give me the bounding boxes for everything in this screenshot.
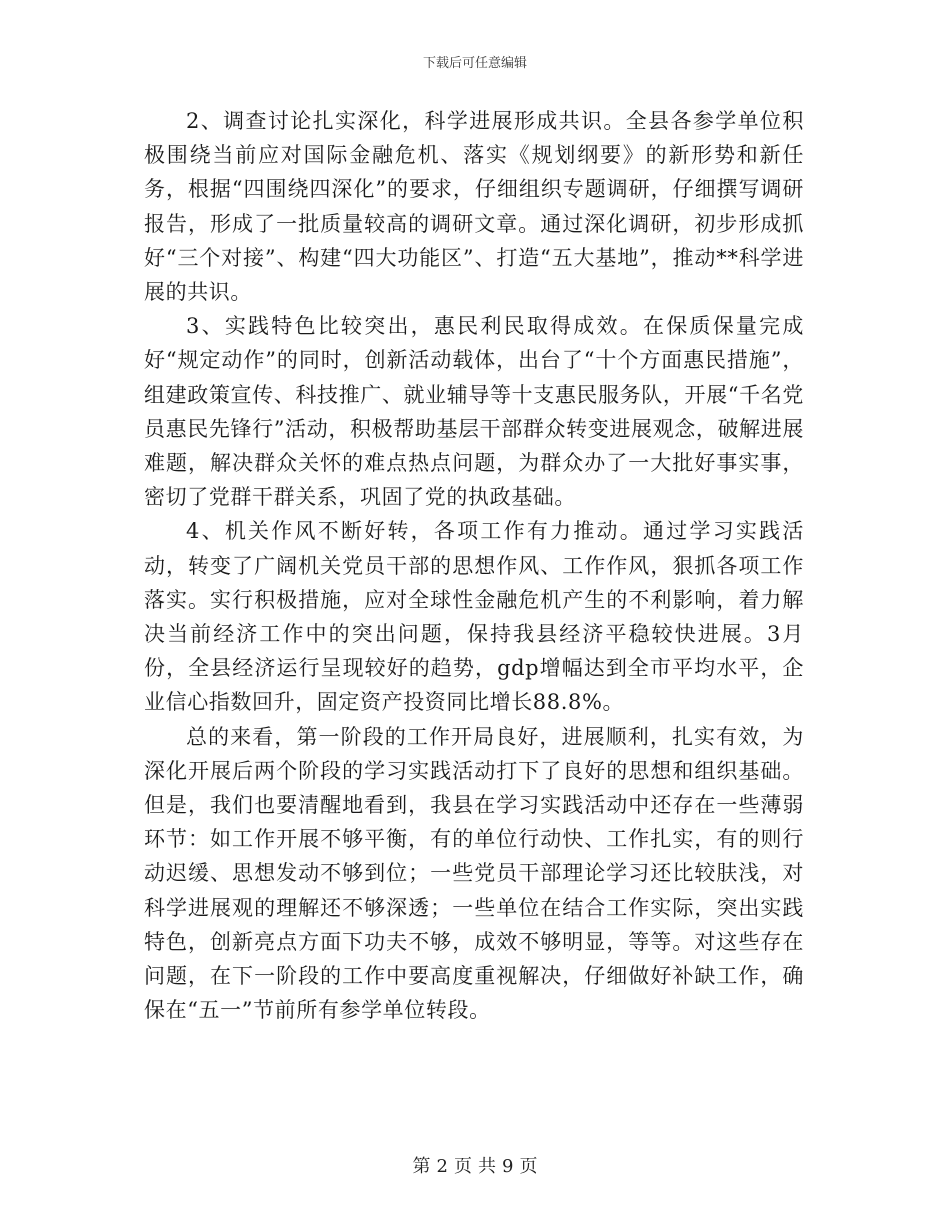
paragraph-2: 2、调查讨论扎实深化，科学进展形成共识。全县各参学单位积极围绕当前应对国际金融危机、落实《规划纲要》的新形势和新任务，根据“四围绕四深化”的要求，仔细组织专题调研，仔细撰写调研报告，形成了一批质量较高的调研文章。通过深化调研，初步形成抓好“三个对接”、构建“四大功能区”、打造“五大基地”，推动**科学进展的共识。 bbox=[144, 109, 804, 305]
total-pages-number: 9 bbox=[502, 1156, 514, 1177]
document-body bbox=[144, 104, 804, 1027]
page-prefix: 第 bbox=[412, 1156, 431, 1177]
page-footer bbox=[0, 1152, 950, 1178]
page-unit: 页 bbox=[454, 1156, 472, 1177]
paragraph-summary: 总的来看，第一阶段的工作开局良好，进展顺利，扎实有效，为深化开展后两个阶段的学习实践活动打下了良好的思想和组织基础。但是，我们也要清醒地看到，我县在学习实践活动中还存在一些薄弱环节：如工作开展不够平衡，有的单位行动快、工作扎实，有的则行动迟缓、思想发动不够到位；一些党员干部理论学习还比较肤浅，对科学进展观的理解还不够深透；一些单位在结合工作实际，突出实践特色，创新亮点方面下功夫不够，成效不够明显，等等。对这些存在问题，在下一阶段的工作中要高度重视解决，仔细做好补缺工作，确保在“五一”节前所有参学单位转段。 bbox=[144, 724, 804, 1023]
paragraph-4: 4、机关作风不断好转，各项工作有力推动。通过学习实践活动，转变了广阔机关党员干部的思想作风、工作作风，狠抓各项工作落实。实行积极措施，应对全球性金融危机产生的不利影响，着力解决当前经济工作中的突出问题，保持我县经济平稳较快进展。3月份，全县经济运行呈现较好的趋势，gdp增幅达到全市平均水平，企业信心指数回升，固定资产投资同比增长88.8%。 bbox=[144, 519, 804, 715]
paragraph-3: 3、实践特色比较突出，惠民利民取得成效。在保质保量完成好“规定动作”的同时，创新活动载体，出台了“十个方面惠民措施”，组建政策宣传、科技推广、就业辅导等十支惠民服务队，开展“千名党员惠民先锋行”活动，积极帮助基层干部群众转变进展观念，破解进展难题，解决群众关怀的难点热点问题，为群众办了一大批好事实事，密切了党群干群关系，巩固了党的执政基础。 bbox=[144, 314, 804, 510]
total-unit: 页 bbox=[519, 1156, 538, 1177]
total-label: 共 bbox=[478, 1156, 496, 1177]
current-page-number: 2 bbox=[436, 1156, 448, 1177]
page-header: 下载后可任意编辑 bbox=[422, 56, 527, 71]
